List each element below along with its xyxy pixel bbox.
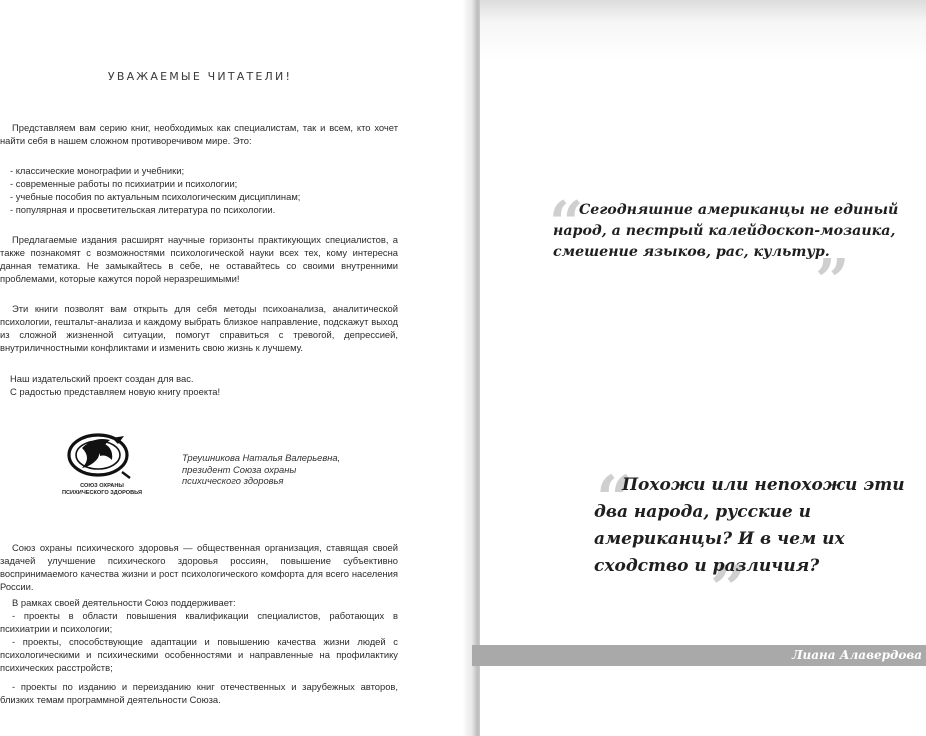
open-quote-icon: “ [549,189,584,259]
quote-2-text: Похожи или непохожи эти два народа, русские и американцы? И в чем их сходство и различия? [594,475,905,576]
org-intro: В рамках своей деятельности Союз поддерживает: [12,597,236,608]
author-bar [472,645,926,666]
book-types-list [10,164,400,216]
org-item: - проекты по изданию и переизданию книг отечественных и зарубежных авторов, близких темам программной деятельности Союза. [0,681,398,705]
methods-paragraph: Эти книги позволят вам открыть для себя методы психоанализа, аналитической психологии, гештальт-анализа и каждому выбрать близкое направление, подскажут выход из сложной жизненной ситуации, помогут справиться с тревогой, депрессией, внутриличностными конфликтами и изменить свою жизнь к лучшему. [0,303,398,353]
org-item: - проекты, способствующие адаптации и повышению качества жизни людей с психологическими и психическими особенностями и направленные на профилактику психических расстройств; [0,636,398,673]
closing-line-2: С радостью представляем новую книгу проекта! [10,386,221,397]
right-page [480,0,926,736]
org-paragraph: Союз охраны психического здоровья — общественная организация, ставящая своей задачей улучшение психического здоровья россиян, повышение субъективно воспринимаемого качества жизни и рост психологического комфорта для всего населения России. [0,542,398,592]
list-item: - современные работы по психиатрии и психологии; [10,178,238,189]
signature: Треушникова Наталья Валерьевна, президент Союза охраны психического здоровья [182,452,341,486]
page-title: УВАЖАЕМЫЕ ЧИТАТЕЛИ! [107,70,293,83]
quote-1 [549,189,913,317]
list-item: - популярная и просветительская литература по психологии. [10,204,276,215]
quote-1-text: Сегодняшние американцы не единый народ, а пестрый калейдоскоп-мозаика, смешение языков, рас, культур. [553,202,899,260]
quote-2 [594,462,920,627]
logo-caption: СОЮЗ ОХРАНЫ ПСИХИЧЕСКОГО ЗДОРОВЬЯ [61,483,143,496]
org-item: - проекты в области повышения квалификации специалистов, работающих в психиатрии и психологии; [0,610,398,634]
list-item: - учебные пособия по актуальным психологическим дисциплинам; [10,191,301,202]
open-quote-icon: “ [596,462,633,537]
list-item: - классические монографии и учебники; [10,165,185,176]
author-name: Лиана Алавердова [791,648,922,662]
close-quote-icon: ” [710,552,747,627]
intro-paragraph: Представляем вам серию книг, необходимых как специалистам, так и всем, кто хочет найти себя в нашем сложном противоречивом мире. Это: [0,122,398,146]
closing-line-1: Наш издательский проект создан для вас. [10,373,194,384]
editions-paragraph: Предлагаемые издания расширят научные горизонты практикующих специалистов, а также познакомят с возможностями психологической науки всех тех, кому интересна данная тематика. Не замыкайтесь в себе, не оставайтесь со своими внутренними проблемами, которые кажутся порой неразрешимыми! [0,234,398,284]
close-quote-icon: ” [815,247,850,317]
